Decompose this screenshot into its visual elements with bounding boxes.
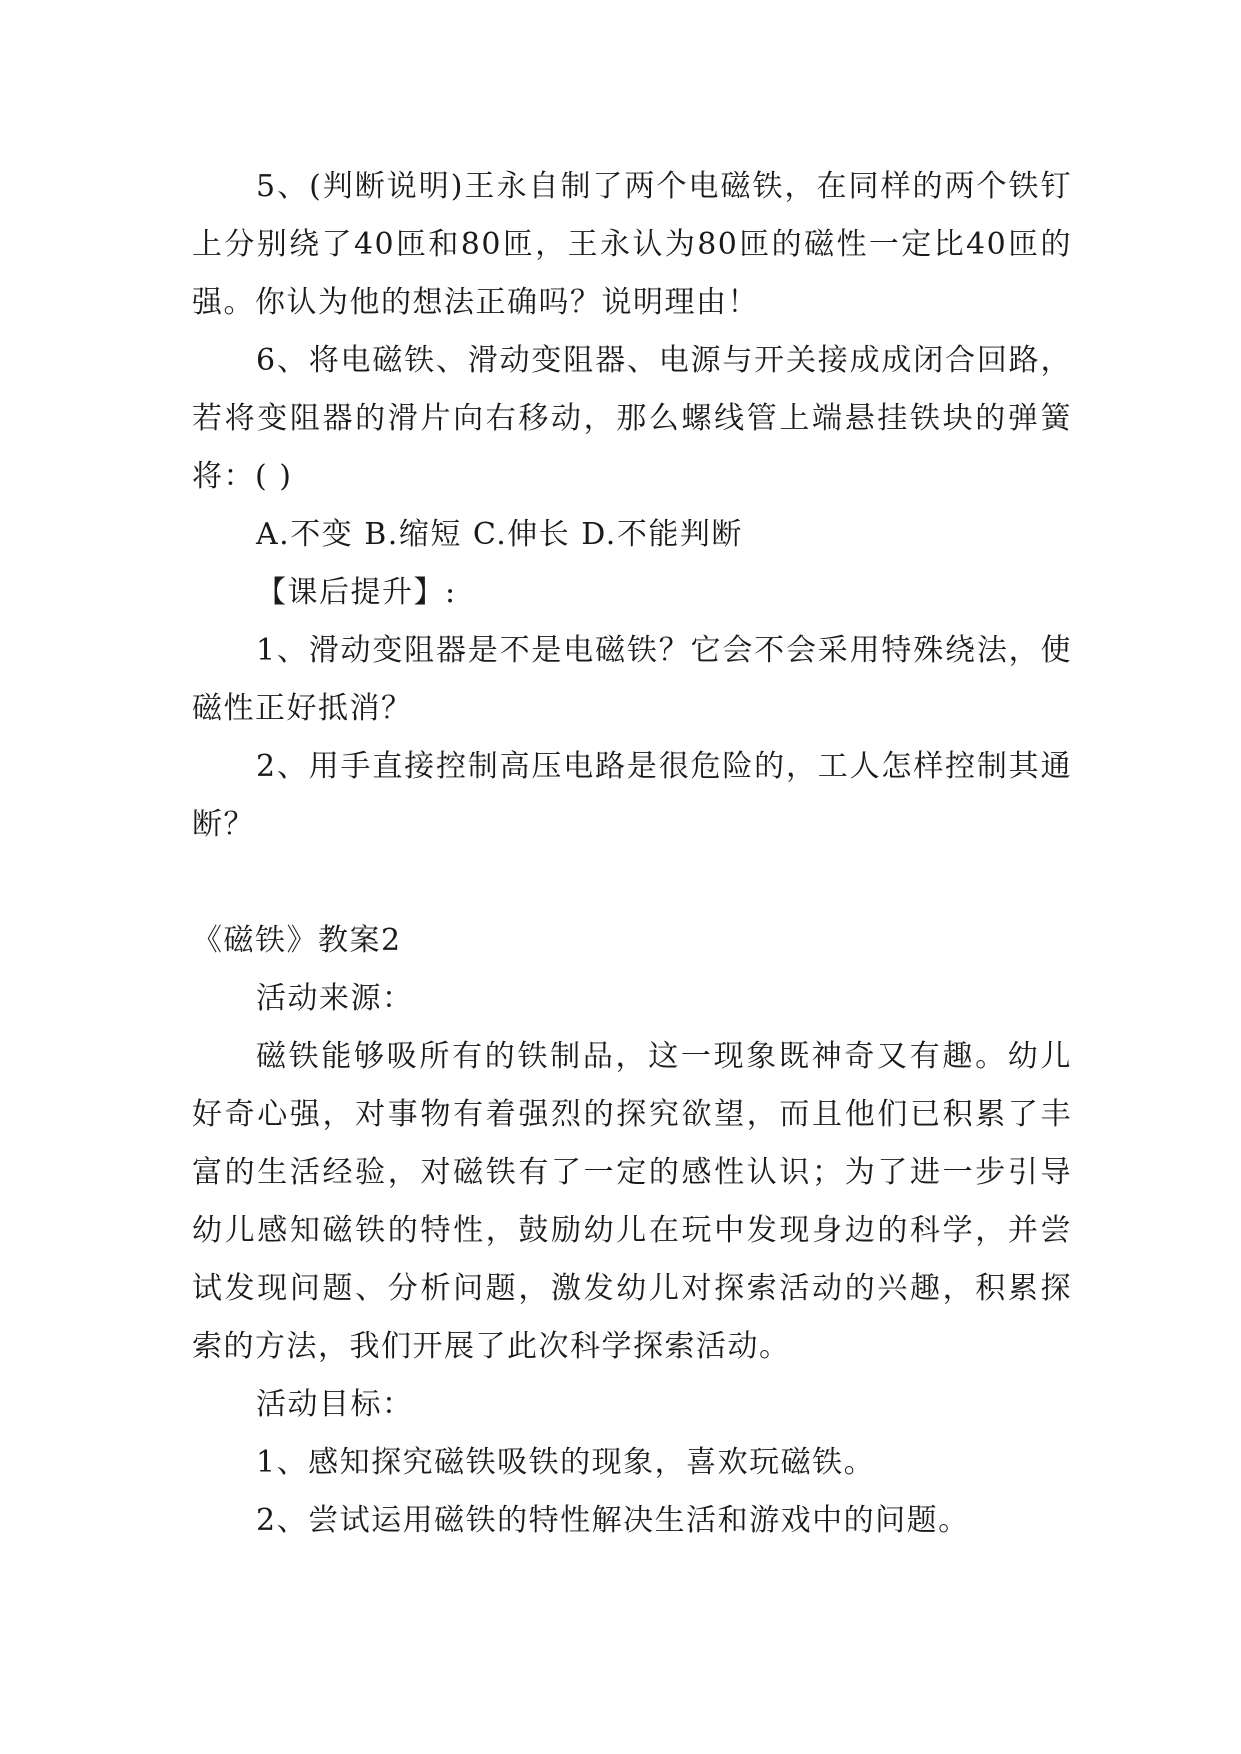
activity-goal-1: 1、感知探究磁铁吸铁的现象，喜欢玩磁铁。: [256, 1445, 876, 1480]
activity-source-text: 磁铁能够吸所有的铁制品，这一现象既神奇又有趣。幼儿好奇心强，对事物有着强烈的探究欲望，而且他们已积累了丰富的生活经验，对磁铁有了一定的感性认识；为了进一步引导幼儿感知磁铁的特性，鼓励幼儿在玩中发现身边的科学，并尝试发现问题、分析问题，激发幼儿对探索活动的兴趣，积累探索的方法，我们开展了此次科学探索活动。: [192, 1039, 1072, 1364]
question-6: 6、将电磁铁、滑动变阻器、电源与开关接成成闭合回路，若将变阻器的滑片向右移动，那么螺线管上端悬挂铁块的弹簧将：( ): [192, 343, 1072, 494]
activity-source-heading: 活动来源：: [256, 981, 414, 1016]
section-gap: [192, 854, 1072, 912]
after-class-heading: 【课后提升】:: [256, 575, 457, 610]
activity-goal-2: 2、尝试运用磁铁的特性解决生活和游戏中的问题。: [256, 1503, 970, 1538]
question-6-options: A.不变 B.缩短 C.伸长 D.不能判断: [256, 517, 743, 552]
lesson-plan-title: 《磁铁》教案2: [192, 923, 402, 958]
after-class-question-2: 2、用手直接控制高压电路是很危险的，工人怎样控制其通断？: [192, 749, 1072, 842]
question-5: 5、(判断说明)王永自制了两个电磁铁，在同样的两个铁钉上分别绕了40匝和80匝，王永认为80匝的磁性一定比40匝的强。你认为他的想法正确吗？说明理由！: [192, 169, 1072, 320]
after-class-question-1: 1、滑动变阻器是不是电磁铁？它会不会采用特殊绕法，使磁性正好抵消？: [192, 633, 1072, 726]
document-body: [192, 158, 1072, 1550]
activity-goal-heading: 活动目标：: [256, 1387, 414, 1422]
